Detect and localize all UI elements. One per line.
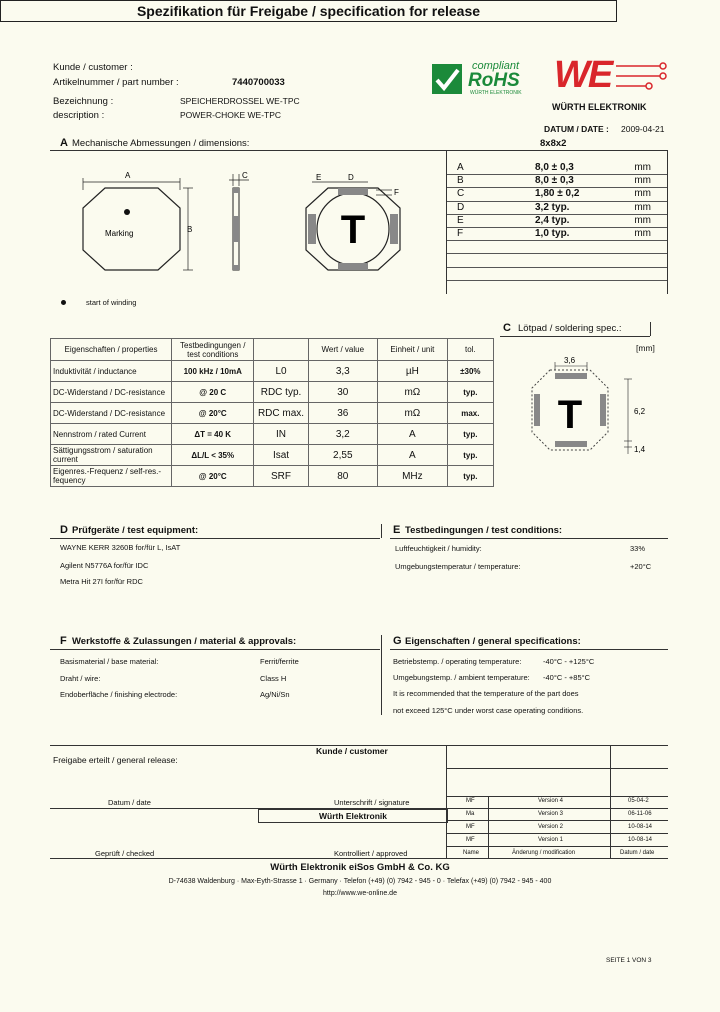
bottom-view-drawing <box>298 168 410 280</box>
we-release-header: Würth Elektronik <box>258 809 448 823</box>
drawing-t-marking: T <box>340 208 366 252</box>
part-number: 7440700033 <box>232 77 285 88</box>
pad-t-marking: T <box>557 393 583 437</box>
version-label: Version 4 <box>538 798 564 804</box>
property-tolerance: ±30% <box>447 361 493 382</box>
dim-value: 1,0 typ. <box>487 227 620 240</box>
document-title: Spezifikation für Freigabe / specification for release <box>0 0 617 22</box>
start-winding-legend: start of winding <box>86 298 137 307</box>
spec-value: -40°C - +85°C <box>543 673 591 682</box>
property-condition: @ 20°C <box>172 403 254 424</box>
property-symbol: L0 <box>254 361 308 382</box>
equipment-line: Metra Hit 27I for/für RDC <box>60 577 143 586</box>
property-value: 36 <box>308 403 377 424</box>
section-d-title: Prüfgeräte / test equipment: <box>72 525 199 536</box>
checked-label: Geprüft / checked <box>95 849 155 858</box>
condition-label: Umgebungstemperatur / temperature: <box>395 562 521 571</box>
dim-value: 8,0 ± 0,3 <box>487 162 620 175</box>
rohs-sub-text: WÜRTH ELEKTRONIK <box>470 90 522 96</box>
property-value: 3,2 <box>308 424 377 445</box>
we-logo <box>552 54 668 114</box>
dim-row <box>447 227 667 240</box>
dim-row <box>447 162 667 175</box>
property-symbol: SRF <box>254 466 308 487</box>
footer-col-date: Datum / date <box>620 850 655 856</box>
we-logo-text: WÜRTH ELEKTRONIK <box>552 102 647 112</box>
dim-unit: mm <box>620 201 667 214</box>
condition-value: +20°C <box>630 562 652 571</box>
property-condition: 100 kHz / 10mA <box>172 361 254 382</box>
bezeichnung: SPEICHERDROSSEL WE-TPC <box>180 96 300 106</box>
property-unit: µH <box>378 361 448 382</box>
dim-label: A <box>447 162 487 175</box>
property-unit: MHz <box>378 466 448 487</box>
version-date: 06-11-06 <box>628 811 652 817</box>
approved-label: Kontrolliert / approved <box>334 849 408 858</box>
property-condition: ΔT = 40 K <box>172 424 254 445</box>
material-value: Class H <box>260 674 287 683</box>
material-label: Endoberfläche / finishing electrode: <box>60 690 178 699</box>
date-value: 2009-04-21 <box>621 124 665 134</box>
rohs-compliant-text: compliant <box>472 60 520 72</box>
version-name: MF <box>466 798 475 804</box>
dim-label: D <box>447 201 487 214</box>
version-label: Version 2 <box>538 824 564 830</box>
dim-row <box>447 201 667 214</box>
material-value: Ag/Ni/Sn <box>260 690 290 699</box>
dim-row <box>447 188 667 201</box>
property-unit: mΩ <box>378 382 448 403</box>
property-value: 2,55 <box>308 445 377 466</box>
condition-label: Luftfeuchtigkeit / humidity: <box>395 544 482 553</box>
property-value: 30 <box>308 382 377 403</box>
page-number: SEITE 1 VON 3 <box>606 957 652 964</box>
section-f-letter: F <box>60 635 67 647</box>
bezeichnung-label: Bezeichnung : <box>53 96 114 107</box>
property-row <box>51 361 494 382</box>
property-name: Induktivität / inductance <box>51 361 172 382</box>
property-unit: A <box>378 445 448 466</box>
spec-label: Betriebstemp. / operating temperature: <box>393 657 522 666</box>
col-header: Einheit / unit <box>378 339 448 361</box>
property-row <box>51 403 494 424</box>
material-value: Ferrit/ferrite <box>260 657 299 666</box>
property-row <box>51 424 494 445</box>
drawing-label-c: C <box>242 171 248 180</box>
date-signature-label: Datum / date <box>108 798 151 807</box>
dim-label: B <box>447 175 487 188</box>
dim-value: 2,4 typ. <box>487 214 620 227</box>
material-label: Draht / wire: <box>60 674 101 683</box>
property-symbol: RDC max. <box>254 403 308 424</box>
pad-dim-gap: 1,4 <box>634 445 646 454</box>
version-name: Ma <box>466 811 475 817</box>
section-c-letter: C <box>503 322 511 334</box>
section-c-title: Lötpad / soldering spec.: <box>518 323 622 334</box>
drawing-label-e: E <box>316 173 322 182</box>
side-view-drawing <box>225 168 255 280</box>
properties-header-row <box>51 339 494 361</box>
size-label: 8x8x2 <box>540 138 567 149</box>
property-name: DC-Widerstand / DC-resistance <box>51 382 172 403</box>
dim-value: 3,2 typ. <box>487 201 620 214</box>
dim-unit: mm <box>620 227 667 240</box>
property-unit: A <box>378 424 448 445</box>
drawing-label-f: F <box>394 188 399 197</box>
version-date: 05-04-2 <box>628 798 649 804</box>
version-label: Version 1 <box>538 837 564 843</box>
version-name: MF <box>466 824 475 830</box>
start-winding-dot-icon <box>61 300 66 305</box>
section-a-letter: A <box>60 137 68 149</box>
property-row <box>51 445 494 466</box>
property-condition: @ 20°C <box>172 466 254 487</box>
customer-label: Kunde / customer : <box>53 62 133 73</box>
footer-col-name: Name <box>463 850 480 856</box>
spec-note: It is recommended that the temperature of the part does <box>393 689 579 698</box>
section-f-title: Werkstoffe & Zulassungen / material & approvals: <box>72 636 297 647</box>
spec-label: Umgebungstemp. / ambient temperature: <box>393 673 530 682</box>
property-value: 3,3 <box>308 361 377 382</box>
version-date: 10-08-14 <box>628 824 653 830</box>
section-e-letter: E <box>393 524 401 536</box>
property-tolerance: max. <box>447 403 493 424</box>
property-symbol: Isat <box>254 445 308 466</box>
description-label: description : <box>53 110 105 121</box>
property-symbol: RDC typ. <box>254 382 308 403</box>
we-logo-mark: WE <box>554 54 612 96</box>
property-unit: mΩ <box>378 403 448 424</box>
section-a-title: Mechanische Abmessungen / dimensions: <box>72 138 250 149</box>
footer-address: D-74638 Waldenburg · Max-Eyth-Strasse 1 · Germany · Telefon (+49) (0) 7942 - 945 - 0 · Telefax (+49) (0) 7942 - 945 - 400 <box>168 878 552 885</box>
dim-label: F <box>447 227 487 240</box>
spec-value: -40°C - +125°C <box>543 657 595 666</box>
dim-row <box>447 175 667 188</box>
property-row <box>51 466 494 487</box>
properties-table <box>50 338 494 487</box>
col-header: Eigenschaften / properties <box>51 339 172 361</box>
dimensions-table <box>447 162 667 281</box>
circuit-lines-icon <box>616 60 668 96</box>
property-tolerance: typ. <box>447 445 493 466</box>
dim-label: C <box>447 188 487 201</box>
check-icon <box>432 64 462 94</box>
description: POWER-CHOKE WE-TPC <box>180 110 282 120</box>
col-header: Wert / value <box>308 339 377 361</box>
property-tolerance: typ. <box>447 382 493 403</box>
condition-value: 33% <box>630 544 646 553</box>
equipment-line: WAYNE KERR 3260B for/für L, IsAT <box>60 543 181 552</box>
footer-web[interactable]: http://www.we-online.de <box>323 890 397 897</box>
rohs-logo <box>432 60 544 98</box>
version-name: MF <box>466 837 475 843</box>
rohs-text: RoHS <box>468 70 520 91</box>
drawing-marking-label: Marking <box>105 229 134 238</box>
property-name: Nennstrom / rated Current <box>51 424 172 445</box>
property-tolerance: typ. <box>447 466 493 487</box>
version-label: Version 3 <box>538 811 564 817</box>
signature-label: Unterschrift / signature <box>334 798 410 807</box>
property-condition: @ 20 C <box>172 382 254 403</box>
soldering-pad-drawing <box>520 352 660 462</box>
version-date: 10-08-14 <box>628 837 653 843</box>
section-c-unit: [mm] <box>636 343 655 353</box>
footer-company: Würth Elektronik eiSos GmbH & Co. KG <box>270 862 450 873</box>
dim-unit: mm <box>620 188 667 201</box>
col-header <box>254 339 308 361</box>
pad-dim-width: 3,6 <box>564 356 576 365</box>
date-label: DATUM / DATE : <box>544 124 609 134</box>
drawing-label-d: D <box>348 173 354 182</box>
property-row <box>51 382 494 403</box>
col-header: Testbedingungen / test conditions <box>172 339 254 361</box>
dim-value: 8,0 ± 0,3 <box>487 175 620 188</box>
material-label: Basismaterial / base material: <box>60 657 159 666</box>
property-value: 80 <box>308 466 377 487</box>
footer-col-modification: Änderung / modification <box>512 850 576 856</box>
top-view-drawing <box>75 168 200 280</box>
property-name: Sättigungsstrom / saturation current <box>51 445 172 466</box>
pad-dim-height: 6,2 <box>634 407 646 416</box>
equipment-line: Agilent N5776A for/für IDC <box>60 561 149 570</box>
dim-unit: mm <box>620 175 667 188</box>
property-condition: ΔL/L < 35% <box>172 445 254 466</box>
property-symbol: IN <box>254 424 308 445</box>
section-d-letter: D <box>60 524 68 536</box>
property-tolerance: typ. <box>447 424 493 445</box>
dim-value: 1,80 ± 0,2 <box>487 188 620 201</box>
release-customer-header: Kunde / customer <box>316 746 388 756</box>
drawing-label-b: B <box>187 225 193 234</box>
dim-unit: mm <box>620 162 667 175</box>
dim-label: E <box>447 214 487 227</box>
dim-unit: mm <box>620 214 667 227</box>
section-g-letter: G <box>393 635 402 647</box>
section-e-title: Testbedingungen / test conditions: <box>405 525 563 536</box>
property-name: DC-Widerstand / DC-resistance <box>51 403 172 424</box>
section-g-title: Eigenschaften / general specifications: <box>405 636 581 647</box>
part-number-label: Artikelnummer / part number : <box>53 77 179 88</box>
col-header: tol. <box>447 339 493 361</box>
dim-row <box>447 214 667 227</box>
drawing-label-a: A <box>125 171 131 180</box>
release-label: Freigabe erteilt / general release: <box>53 755 178 765</box>
spec-note: not exceed 125°C under worst case operating conditions. <box>393 706 584 715</box>
property-name: Eigenres.-Frequenz / self-res.-fequency <box>51 466 172 487</box>
